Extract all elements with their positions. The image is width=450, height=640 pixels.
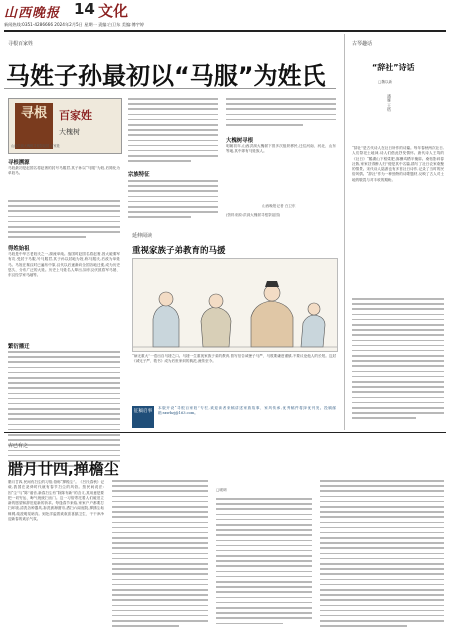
section-heading-1: 寻根溯源 [8,160,30,166]
bottom-headline: 腊月廿四,掸檐尘 [8,460,119,478]
section-heading-4: 宗族特征 [128,172,150,178]
notice-label-badge [132,406,154,428]
page-number: 14 [74,0,95,18]
poem-body: “辞社”是古代诗人在社日所作的诗篇。每年春秋两次社日,人们祭祀土地神,诗人们借此抒发情怀。唐代诗人王驾的《社日》“鹅湖山下稻粱肥,豚栅鸡栖半掩扉。桑柘影斜春社散,家家扶得醉人归”便是其中名篇,描写了社日农家欢聚的情景。宋代诗人陆游也有多首社日诗作,记录了当时的民俗风情。“辞社”作为一种独特的诗歌题材,反映了古人对土地的敬畏与对丰收的期盼。 [352,146,444,182]
logo-banner: 大槐树 [59,128,80,136]
main-body-col3 [226,98,336,134]
main-body-col1b [8,351,120,475]
main-kicker: 寻根百家姓 [8,41,34,47]
bottom-body-col2 [112,480,208,632]
main-byline: 山西晚报记者 白卫东 [262,204,296,208]
masthead-rule [4,30,446,32]
illustration-kicker: 延伸阅读 [132,233,153,239]
poem-author: 潘雁 王缙 [387,94,392,112]
notice-label: 征稿启事 [133,409,153,414]
bottom-body-col3 [216,498,312,632]
poem-author-vertical [386,94,406,142]
section-title: 文化 [98,2,129,20]
main-intro: 马姓最初是赵国名将赵奢的封号马服君,其子孙以“马服”为姓,后简化为单姓马。 [8,166,120,176]
feature-body: 明朝初年,山西洪洞大槐树下曾多次组织移民,迁往河南、河北、山东等地,其中即有马姓族人。 [226,144,336,154]
poem-byline: □魏以新 [378,80,393,84]
logo-title: 百家姓 [59,109,92,122]
poem-body-cont [352,298,444,428]
main-source: (资料来源:洪洞大槐树寻根祭祖园) [226,213,281,217]
main-body-col1 [8,200,120,246]
bottom-byline: □暖调 [216,488,227,492]
notice-text: 本版开设“寻根百家姓”专栏,欢迎读者来稿讲述家族故事、家风传承,优秀稿件将择优刊发。投稿邮箱:sxwbzj@163.com。 [158,406,336,416]
main-body-col2b [128,180,218,224]
poem-kicker: 古琴趣话 [352,41,373,47]
bottom-section-rule [4,432,446,433]
main-headline-rule [4,88,336,89]
main-headline: 马姓子孙最初以“马服”为姓氏 [6,62,326,90]
ma-yuan-sketch [132,258,338,352]
logo-caption: 山西洪洞大槐树寻根祭祖园 百家姓 [11,144,60,148]
section-heading-3: 繁衍播迁 [8,344,30,350]
seal-text: 寻根 [20,106,47,121]
illustration-body: “病无重大”一语出自马援之口。马援一生重视家族子弟的教育,曾写信告诫侄子马严、马敦要谦虚谨慎,不要议论他人的长短。这封《诫兄子严、敦书》成为后世家训的典范,流传至今。 [132,354,336,364]
bottom-body: 腊月廿四,民间有扫尘的习俗,俗称“掸檐尘”。《吕氏春秋》记载,我国在尧舜时代就有春节扫尘的风俗。按民间说法:因“尘”与“陈”谐音,新春扫尘有“除陈布新”的含义,其用意是要把一切穷运、晦气统统扫出门。这一习俗寄托着人们破旧立新的愿望和辞旧迎新的祈求。每逢春节来临,家家户户都要打扫环境,清洗各种器具,拆洗被褥窗帘,洒扫六闾庭院,掸拂尘垢蛛网,疏浚明渠暗沟。到处洋溢着欢欢喜喜搞卫生、干干净净迎新春的欢乐气氛。 [8,480,104,522]
main-body-col2 [128,98,218,170]
illustration-title: 重视家族子弟教育的马援 [132,246,226,256]
poem-title: “辞社”诗话 [372,63,415,72]
baijiaxing-logo-image [8,98,122,154]
column-divider [344,34,345,430]
feature-title: 大槐树寻根 [226,138,253,144]
bottom-body-col4 [320,480,444,632]
section-heading-2: 得姓始祖 [8,246,30,252]
bottom-kicker: 古已有之 [8,443,29,449]
masthead-info: 新闻热线:0351-4286666 2024年2月5日 星期一 责编:白卫东 美编:傅宇婷 [4,22,145,27]
ma-yuan-illustration-icon [133,259,337,351]
main-body: 马姓是中华古老姓氏之一,源流单纯。战国时赵国名将赵奢,因大破秦军有功,受封于马服,号马服君,其子孙以封地为姓,称马服氏,后改为单姓马。马姓在秦汉时已遍布中原,汉代以后逐渐向全国各地迁徙,成为历史悠久、分布广泛的大姓。历史上马姓名人辈出,如东汉伏波将军马援、东汉经学家马融等。 [8,252,120,278]
newspaper-logo: 山西晚报 [4,6,61,21]
